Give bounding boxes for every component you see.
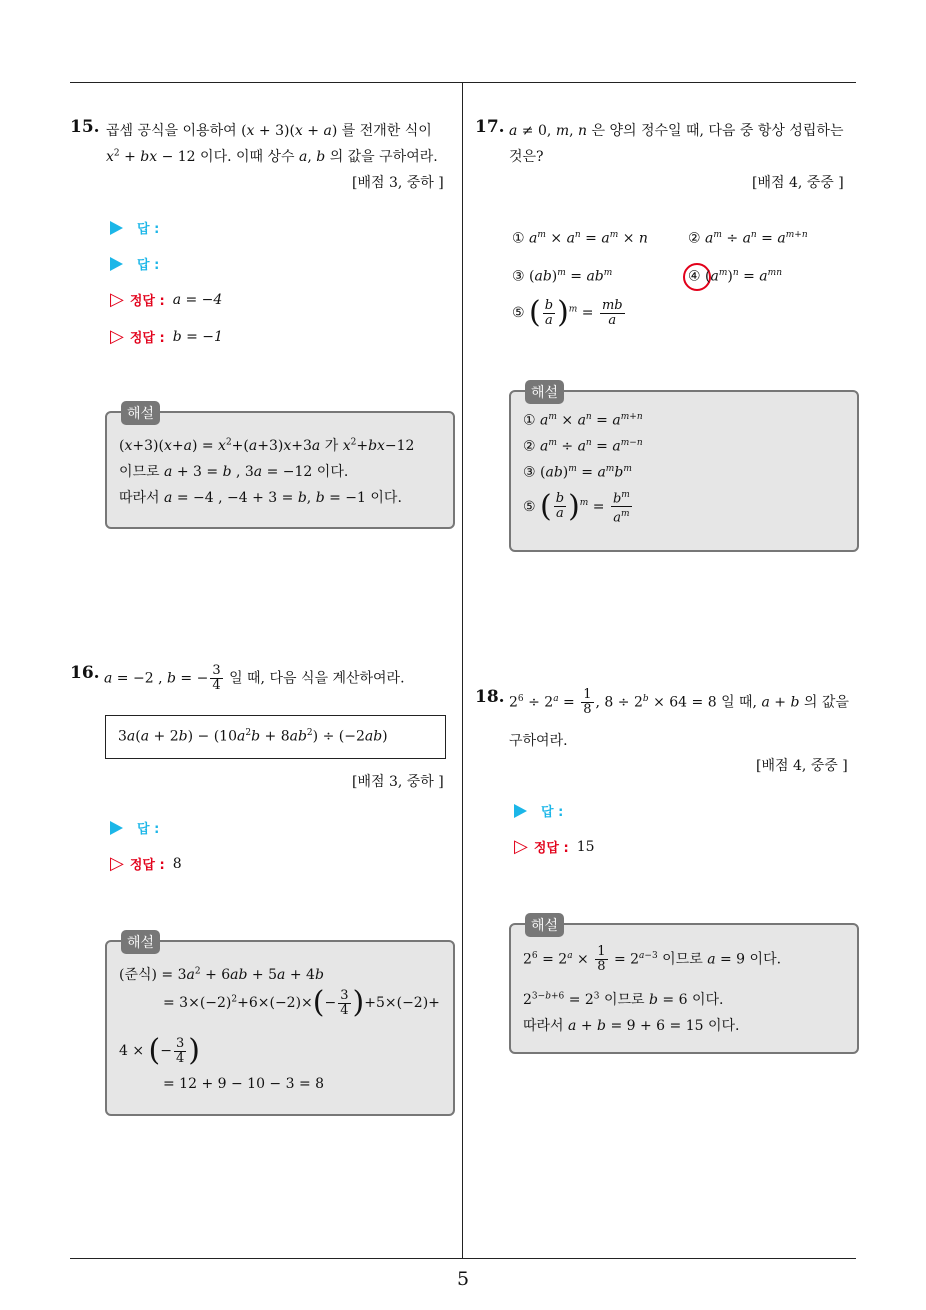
q18-number: 18.: [475, 687, 505, 707]
q18-correct: 15: [576, 838, 595, 855]
q17-sol-line2: ② $a^m \div a^n = a^{m-n}$: [523, 438, 643, 455]
outline-triangle-icon: ▷: [110, 288, 124, 310]
q17-sol-line5: ⑤ ( $\frac{b}{a}$ )$^m$ = $\frac{b^m}{a^m}$: [523, 488, 630, 526]
sol-text: 이므로: [662, 951, 703, 968]
q16-sol-line1: (준식) = $3a^2 + 6ab + 5a + 4b$: [119, 966, 324, 983]
q15-correct-a: a = −4: [172, 291, 223, 308]
q17-solution-box: [509, 385, 859, 552]
q15-solution-box: [105, 406, 455, 529]
q15-answer-row-1[interactable]: [110, 218, 159, 237]
q15-correct-row-1: [110, 290, 222, 309]
sol-text: 이다.: [316, 464, 349, 480]
sol-text: 이다.: [749, 951, 782, 968]
solution-tag: 해설: [121, 930, 160, 954]
filled-triangle-icon: [514, 804, 527, 818]
column-divider: [462, 83, 463, 1258]
q16-score: [배점 3, 중하 ]: [352, 774, 444, 790]
correct-label: 정답 :: [533, 841, 569, 856]
q18-solution-box: [509, 918, 859, 1054]
q18-score: [배점 4, 중중 ]: [756, 758, 848, 774]
filled-triangle-icon: [110, 257, 123, 271]
solution-tag: 해설: [525, 380, 564, 404]
q15-text-c: 이다. 이때 상수: [200, 149, 295, 165]
q16-expression-box: [105, 715, 446, 759]
q18-sol-line3: 따라서 a + b = 9 + 6 = 15 이다.: [523, 1018, 740, 1034]
q16-answer-row[interactable]: [110, 818, 159, 837]
q17-sol-line1: ① $a^m \times a^n = a^{m+n}$: [523, 412, 643, 429]
sol-text: 이므로: [119, 464, 160, 480]
sol-text: 이다.: [691, 992, 724, 1008]
q17-text-line1: a ≠ 0, m, n 은 양의 정수일 때, 다음 중 항상 성립하는: [509, 123, 844, 139]
sol-text: 이므로: [603, 992, 645, 1008]
q15-text-a: 곱셈 공식을 이용하여: [106, 123, 237, 139]
filled-triangle-icon: [110, 221, 123, 235]
correct-label: 정답 :: [129, 331, 165, 346]
correct-label: 정답 :: [129, 858, 165, 873]
outline-triangle-icon: ▷: [110, 852, 124, 874]
outline-triangle-icon: ▷: [514, 835, 528, 857]
q17-choice-4-marker: ④: [688, 268, 701, 285]
q15-text-d: 의 값을 구하여라.: [329, 149, 438, 165]
sol-text: 따라서: [523, 1018, 564, 1034]
q17-number: 17.: [475, 117, 505, 137]
solution-tag: 해설: [121, 401, 160, 425]
q18-sol-line2: $2^{3-b+6} = 2^3$ 이므로 b = 6 이다.: [523, 991, 724, 1008]
q18-answer-row[interactable]: [514, 801, 563, 820]
q16-sol-line4: = 12 + 9 − 10 − 3 = 8: [163, 1076, 325, 1092]
q18-text: 일 때,: [721, 694, 758, 711]
answer-label: 답 :: [137, 222, 160, 237]
q15-text-line2: $x^2$ + bx − 12 이다. 이때 상수 a, b 의 값을 구하여라.: [106, 148, 438, 165]
sol-text: 따라서: [119, 490, 160, 506]
q17-choice-2[interactable]: ② $a^m \div a^n = a^{m+n}$: [688, 230, 808, 247]
q17-text: 은 양의 정수일 때, 다음 중 항상 성립하는: [591, 123, 844, 139]
answer-label: 답 :: [137, 258, 160, 273]
q18-text: 의 값을: [803, 694, 849, 711]
q16-correct: 8: [172, 855, 182, 872]
q17-choice-1[interactable]: ① $a^m \times a^n = a^m \times n$: [512, 230, 648, 247]
answer-label: 답 :: [541, 805, 564, 820]
q15-text-line1: 곱셈 공식을 이용하여 (x + 3)(x + a) 를 전개한 식이: [106, 123, 432, 139]
q17-choice-3[interactable]: ③ $(ab)^m = ab^m$: [512, 268, 613, 285]
q17-choice-4[interactable]: ④ $(a^m)^n = a^{mn}$: [688, 268, 782, 285]
q15-number: 15.: [70, 117, 100, 137]
q16-sol-line3: 4 × (− $\frac{3}{4}$ ): [119, 1033, 200, 1068]
q15-sol-line2: 이므로 a + 3 = b , 3a = −12 이다.: [119, 464, 349, 480]
filled-triangle-icon: [110, 821, 123, 835]
q15-sol-line3: 따라서 a = −4 , −4 + 3 = b, b = −1 이다.: [119, 490, 402, 506]
q18-correct-row: [514, 837, 595, 856]
q15-correct-row-2: [110, 327, 223, 346]
answer-label: 답 :: [137, 822, 160, 837]
q15-text-b: 를 전개한 식이: [341, 123, 432, 139]
q16-sol-line2: = $3\times(-2)^2+6\times(-2)\times(-$ $\frac{3}{4}$ )+5×(−2)+: [163, 985, 440, 1020]
q16-text: 일 때, 다음 식을 계산하여라.: [229, 670, 405, 687]
bottom-rule: [70, 1258, 856, 1259]
sol-text: (준식): [119, 967, 157, 983]
correct-label: 정답 :: [129, 294, 165, 309]
q18-text-line1: $2^6 \div 2^a$ = $\frac{1}{8}$ , $8 \div 2^b \times 64 = 8$ 일 때, a + b 의 값을: [509, 687, 849, 717]
q16-solution-box: [105, 935, 455, 1116]
solution-tag: 해설: [525, 913, 564, 937]
q15-score: [배점 3, 중하 ]: [352, 175, 444, 191]
top-rule: [70, 82, 856, 83]
q17-text-line2: 것은?: [509, 149, 544, 165]
outline-triangle-icon: ▷: [110, 325, 124, 347]
q17-score: [배점 4, 중중 ]: [752, 175, 844, 191]
q16-correct-row: [110, 854, 182, 873]
q18-text-line2: 구하여라.: [509, 733, 568, 749]
q18-sol-line1: $2^6 = 2^a$ × $\frac{1}{8}$ = $2^{a-3}$ 이므로 a = 9 이다.: [523, 944, 782, 974]
q15-sol-line1: $(x+3)(x+a) = x^2+(a+3)x+3a$ 가 $x^2+bx-12$: [119, 437, 415, 454]
page-number: 5: [456, 1268, 470, 1290]
sol-text: 이다.: [707, 1018, 740, 1034]
q17-sol-line3: ③ $(ab)^m = a^mb^m$: [523, 464, 632, 481]
q15-correct-b: b = −1: [172, 328, 223, 345]
q16-expression: $3a(a + 2b) - (10a^2b + 8ab^2) \div (-2ab)$: [118, 728, 388, 745]
q16-number: 16.: [70, 663, 100, 683]
q15-answer-row-2[interactable]: [110, 254, 159, 273]
sol-text: 이다.: [370, 490, 402, 506]
q16-condition: a = −2 , b = − $\frac{3}{4}$ 일 때, 다음 식을 계산하여라.: [104, 663, 405, 693]
q17-choice-5[interactable]: ⑤ ( $\frac{b}{a}$ )$^m$ = $\frac{mb}{a}$: [512, 295, 623, 330]
